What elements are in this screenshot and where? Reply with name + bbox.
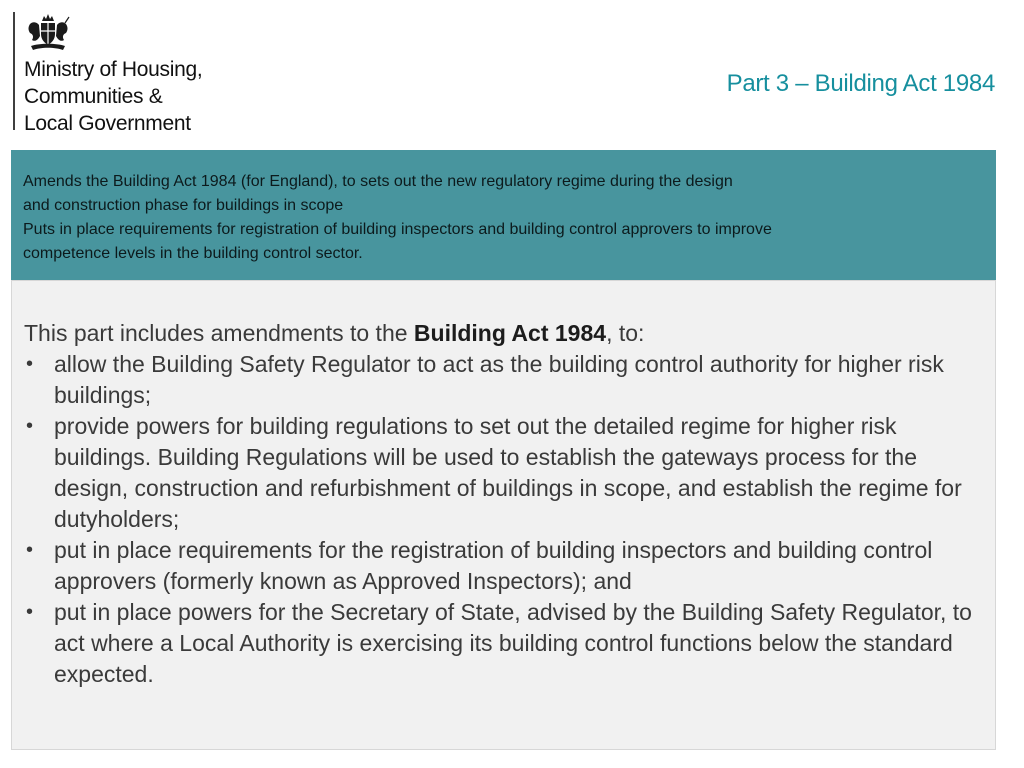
ministry-name-line: Communities & [24,85,163,108]
ministry-name-line: Ministry of Housing, [24,58,203,81]
list-item-text: put in place requirements for the registration of building inspectors and building control approvers (formerly known as Approved Inspectors); and [54,537,933,594]
bullet-icon: • [26,539,34,561]
ministry-name [24,56,202,137]
ministry-logo [13,12,203,135]
intro-bold: Building Act 1984 [413,320,607,346]
bullet-icon: • [26,353,34,375]
list-item [24,411,985,535]
list-item [24,597,985,690]
summary-line: competence levels in the building control sector. [23,245,363,262]
intro-text [24,318,985,349]
bullet-icon: • [26,601,34,623]
list-item-text: allow the Building Safety Regulator to act as the building control authority for higher risk buildings; [54,351,944,408]
list-item-text: provide powers for building regulations to set out the detailed regime for higher risk buildings. Building Regulations will be used to establish the gateways process for the design, construction and refurbishment of buildings in scope, and establish the regime for dutyholders; [54,413,962,532]
content-panel [11,280,996,750]
summary-line: Amends the Building Act 1984 (for England), to sets out the new regulatory regime during the design [23,173,733,190]
summary-panel [11,150,996,280]
ministry-name-line: Local Government [24,112,191,135]
summary-line: and construction phase for buildings in scope [23,197,344,214]
list-item [24,535,985,597]
list-item [24,349,985,411]
intro-prefix: This part includes amendments to the [24,320,414,346]
summary-line: Puts in place requirements for registration of building inspectors and building control approvers to improve [23,221,772,238]
royal-crest-icon [25,12,71,52]
bullet-icon: • [26,415,34,437]
slide-title: Part 3 – Building Act 1984 [726,70,995,97]
amendments-list [24,349,985,690]
list-item-text: put in place powers for the Secretary of State, advised by the Building Safety Regulator, to act where a Local Authority is exercising its building control functions below the standard expected. [54,599,972,687]
intro-suffix: , to: [606,320,645,346]
